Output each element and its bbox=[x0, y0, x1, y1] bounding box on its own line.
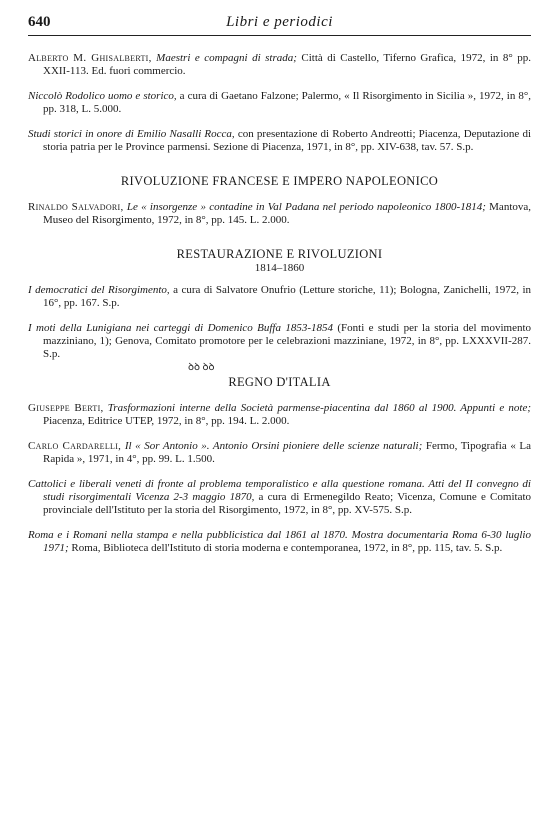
entry-details: Piacenza, Editrice UTEP, 1972, in 8°, pp. 194. L. 2.000. bbox=[43, 415, 290, 427]
entry-details: con presentazione di Roberto Andreotti; Piacenza, Deputazione di storia patria per le Province parmensi. Sezione di Piacenza, 1971, in 8°, pp. XIV-638, tav. 57. S.p. bbox=[43, 128, 532, 153]
page-number: 640 bbox=[28, 14, 51, 30]
bibliography-entry bbox=[28, 402, 531, 428]
bibliography-entry bbox=[28, 440, 531, 466]
section-heading: RESTAURAZIONE E RIVOLUZIONI bbox=[176, 247, 383, 261]
bibliography-entry bbox=[28, 529, 531, 555]
entry-details: (Fonti e studi per la storia del movimento mazziniano, 1); Genova, Comitato promotore per le celebrazioni mazziniane, 1972, in 8°, pp. LXXXVII-287. S.p. bbox=[43, 322, 532, 360]
entry-title: Cattolici e liberali veneti di fronte al problema temporalistico e alla questione romana. Atti del II convegno di studi risorgimentali Vicenza 2-3 maggio 1870, bbox=[28, 478, 531, 503]
page bbox=[28, 14, 531, 555]
entry-title: Maestri e compagni di strada; bbox=[156, 52, 297, 64]
entry-title: Trasformazioni interne della Società parmense-piacentina dal 1860 al 1900. Appunti e note; bbox=[107, 402, 532, 414]
bibliography-entry bbox=[28, 52, 531, 78]
page-header bbox=[28, 14, 531, 34]
entry-title: Roma e i Romani nella stampa e nella pubblicistica dal 1861 al 1870. Mostra documentaria Roma 6-30 luglio 1971; bbox=[28, 529, 531, 554]
entry-details: a cura di Salvatore Onufrio (Letture storiche, 11); Bologna, Zanichelli, 1972, in 16°, pp. 167. S.p. bbox=[43, 284, 531, 309]
entry-details: Fermo, Tipografia « La Rapida », 1971, in 4°, pp. 99. L. 1.500. bbox=[43, 440, 532, 465]
section-subheading: 1814–1860 bbox=[254, 262, 305, 274]
entry-author: Rinaldo Salvadori, bbox=[28, 201, 124, 213]
ink-stamp: ꝺꝺ ꝺꝺ bbox=[188, 362, 215, 373]
entry-details: a cura di Ermenegildo Reato; Vicenza, Comune e Comitato provinciale dell'Istituto per la storia del Risorgimento, 1972, in 8°, pp. XV-575. S.p. bbox=[43, 491, 532, 516]
entry-details: Mantova, Museo del Risorgimento, 1972, in 8°, pp. 145. L. 2.000. bbox=[43, 201, 532, 226]
entry-title: I democratici del Risorgimento, bbox=[28, 284, 170, 296]
entry-title: Il « Sor Antonio ». Antonio Orsini pioniere delle scienze naturali; bbox=[124, 440, 423, 452]
entry-details: Città di Castello, Tiferno Grafica, 1972, in 8° pp. XXII-113. Ed. fuori commercio. bbox=[43, 52, 532, 77]
entry-title: Studi storici in onore di Emilio Nasalli Rocca, bbox=[28, 128, 235, 140]
entry-author: Carlo Cardarelli, bbox=[28, 440, 122, 452]
bibliography-entry bbox=[28, 284, 531, 310]
section-heading: RIVOLUZIONE FRANCESE E IMPERO NAPOLEONICO bbox=[120, 174, 439, 188]
entry-title: Niccolò Rodolico uomo e storico, bbox=[28, 90, 177, 102]
bibliography-entry bbox=[28, 201, 531, 227]
bibliography-entry bbox=[28, 478, 531, 517]
entry-title: I moti della Lunigiana nei carteggi di Domenico Buffa 1853-1854 bbox=[28, 322, 334, 334]
entry-details: Roma, Biblioteca dell'Istituto di storia moderna e contemporanea, 1972, in 8°, pp. 115, tav. 5. S.p. bbox=[71, 542, 503, 554]
entry-author: Alberto M. Ghisalberti, bbox=[28, 52, 152, 64]
section-heading: REGNO D'ITALIA bbox=[228, 375, 331, 389]
entry-author: Giuseppe Berti, bbox=[28, 402, 104, 414]
running-title: Libri e periodici bbox=[226, 14, 333, 30]
bibliography-entry bbox=[28, 322, 531, 361]
entry-title: Le « insorgenze » contadine in Val Padana nel periodo napoleonico 1800-1814; bbox=[126, 201, 486, 213]
entry-details: a cura di Gaetano Falzone; Palermo, « Il Risorgimento in Sicilia », 1972, in 8°, pp. 318, L. 5.000. bbox=[43, 90, 532, 115]
header-rule bbox=[28, 35, 531, 36]
bibliography-entry bbox=[28, 90, 531, 116]
bibliography-entry bbox=[28, 128, 531, 154]
